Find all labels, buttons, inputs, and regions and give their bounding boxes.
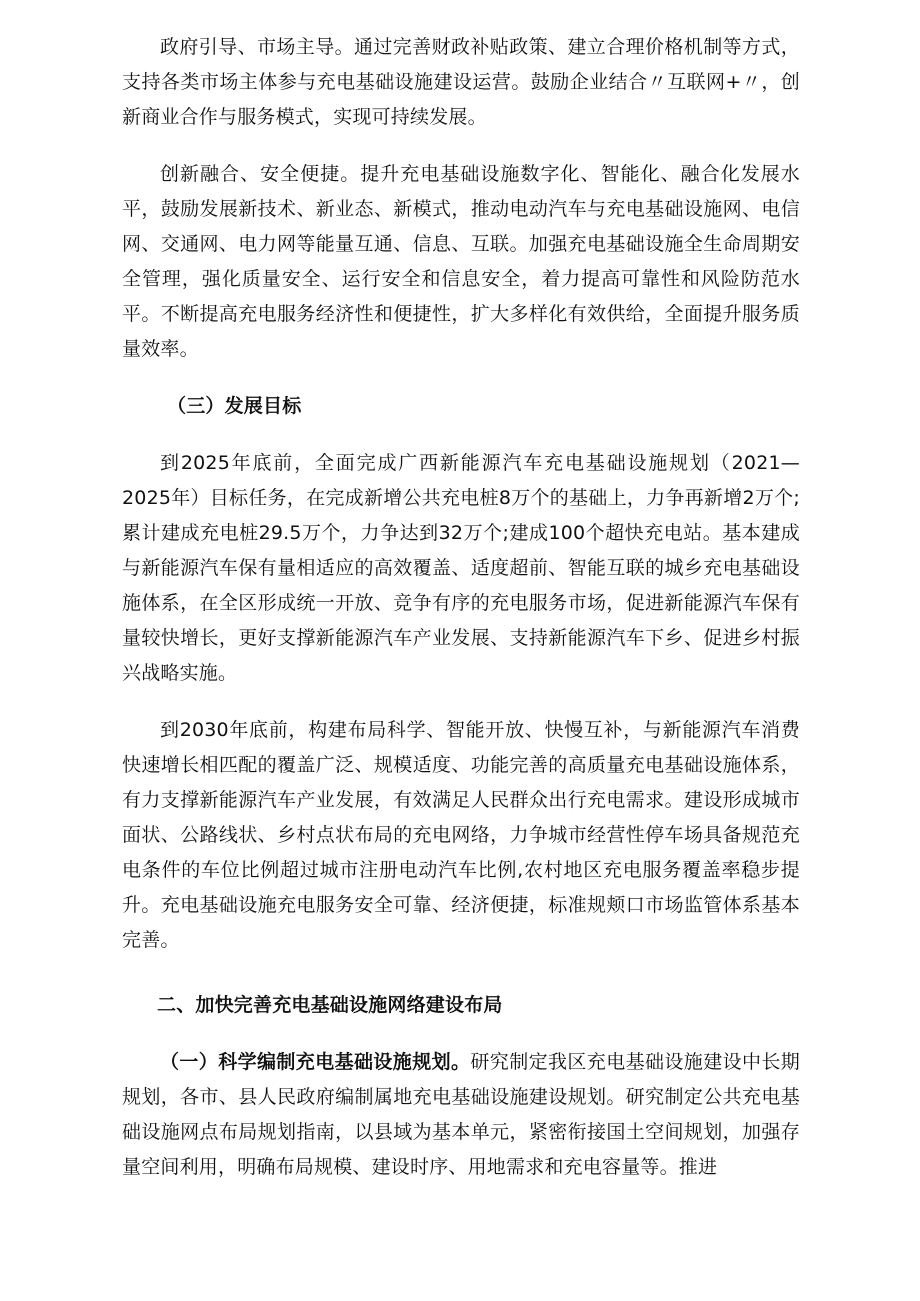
paragraph-principle-innovation: 创新融合、安全便捷。提升充电基础设施数字化、智能化、融合化发展水平，鼓励发展新技术、新业态、新模式，推动电动汽车与充电基础设施网、电信网、交通网、电力网等能量互通、信息、互联。加强充电基础设施全生命周期安全管理，强化质量安全、运行安全和信息安全，着力提高可靠性和风险防范水平。不断提高充电服务经济性和便捷性，扩大多样化有效供给，全面提升服务质量效率。 xyxy=(122,163,800,360)
paragraph-principle-government: 政府引导、市场主导。通过完善财政补贴政策、建立合理价格机制等方式，支持各类市场主体参与充电基础设施建设运营。鼓励企业结合〃互联网+〃，创新商业合作与服务模式，实现可持续发展。 xyxy=(122,36,801,128)
paragraph-goal-2025: 到2025年底前，全面完成广西新能源汽车充电基础设施规划（2021—2025年）目标任务，在完成新增公共充电桩8万个的基础上，力争再新增2万个;累计建成充电桩29.5万个，力争达到32万个;建成100个超快充电站。基本建成与新能源汽车保有量相适应的高效覆盖、适度超前、智能互联的城乡充电基础设施体系，在全区形成统一开放、竞争有序的充电服务市场，促进新能源汽车保有量较快增长，更好支撑新能源汽车产业发展、支持新能源汽车下乡、促进乡村振兴战略实施。 xyxy=(122,452,800,684)
paragraph-planning-lead: （一）科学编制充电基础设施规划。 xyxy=(160,1051,471,1073)
section-heading-goals: （三）发展目标 xyxy=(167,395,302,417)
paragraph-planning xyxy=(122,1045,800,1185)
paragraph-goal-2030: 到2030年底前，构建布局科学、智能开放、快慢互补，与新能源汽车消费快速增长相匹配的覆盖广泛、规模适度、功能完善的高质量充电基础设施体系，有力支撑新能源汽车产业发展，有效满足人民群众出行充电需求。建设形成城市面状、公路线状、乡村点状布局的充电网络，力争城市经营性停车场具备规范充电条件的车位比例超过城市注册电动汽车比例,农村地区充电服务覆盖率稳步提升。充电基础设施充电服务安全可靠、经济便捷，标准规颊口市场监管体系基本完善。 xyxy=(122,719,800,951)
paragraph-planning-body: 研究制定我区充电基础设施建设中长期规划，各市、县人民政府编制属地充电基础设施建设规划。研究制定公共充电基础设施网点布局规划指南，以县域为基本单元，紧密衔接国土空间规划，加强存量空间利用，明确布局规模、建设时序、用地需求和充电容量等。推进 xyxy=(122,1051,801,1178)
chapter-heading-network-layout: 二、加快完善充电基础设施网络建设布局 xyxy=(157,994,503,1016)
